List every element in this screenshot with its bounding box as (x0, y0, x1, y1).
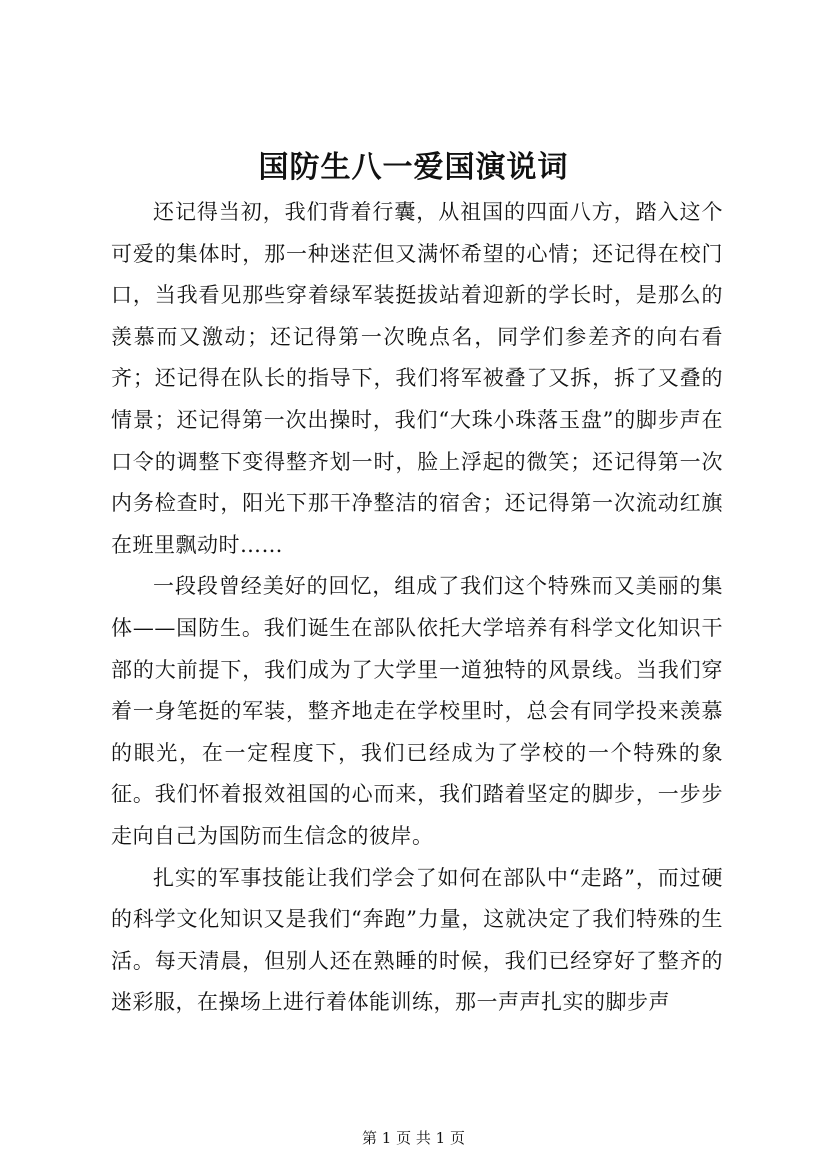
paragraph-2: 一段段曾经美好的回忆，组成了我们这个特殊而又美丽的集体——国防生。我们诞生在部队依托大学培养有科学文化知识干部的大前提下，我们成为了大学里一道独特的风景线。当我们穿着一身笔挺的军装，整齐地走在学校里时，总会有同学投来羡慕的眼光，在一定程度下，我们已经成为了学校的一个特殊的象征。我们怀着报效祖国的心而来，我们踏着坚定的脚步，一步步走向自己为国防而生信念的彼岸。 (111, 574, 723, 848)
page-footer: 第 1 页 共 1 页 (362, 1129, 465, 1147)
paragraph-3: 扎实的军事技能让我们学会了如何在部队中“走路”，而过硬的科学文化知识又是我们“奔跑”力量，这就决定了我们特殊的生活。每天清晨，但别人还在熟睡的时候，我们已经穿好了整齐的迷彩服，在操场上进行着体能训练，那一声声扎实的脚步声 (111, 865, 723, 1015)
document-body (111, 192, 723, 1024)
document-title: 国防生八一爱国演说词 (258, 150, 569, 185)
paragraph-1: 还记得当初，我们背着行囊，从祖国的四面八方，踏入这个可爱的集体时，那一种迷茫但又满怀希望的心情；还记得在校门口，当我看见那些穿着绿军装挺拔站着迎新的学长时，是那么的羡慕而又激动；还记得第一次晚点名，同学们参差齐的向右看齐；还记得在队长的指导下，我们将军被叠了又拆，拆了又叠的情景；还记得第一次出操时，我们“大珠小珠落玉盘”的脚步声在口令的调整下变得整齐划一时，脸上浮起的微笑；还记得第一次内务检查时，阳光下那干净整洁的宿舍；还记得第一次流动红旗在班里飘动时…… (111, 200, 723, 557)
